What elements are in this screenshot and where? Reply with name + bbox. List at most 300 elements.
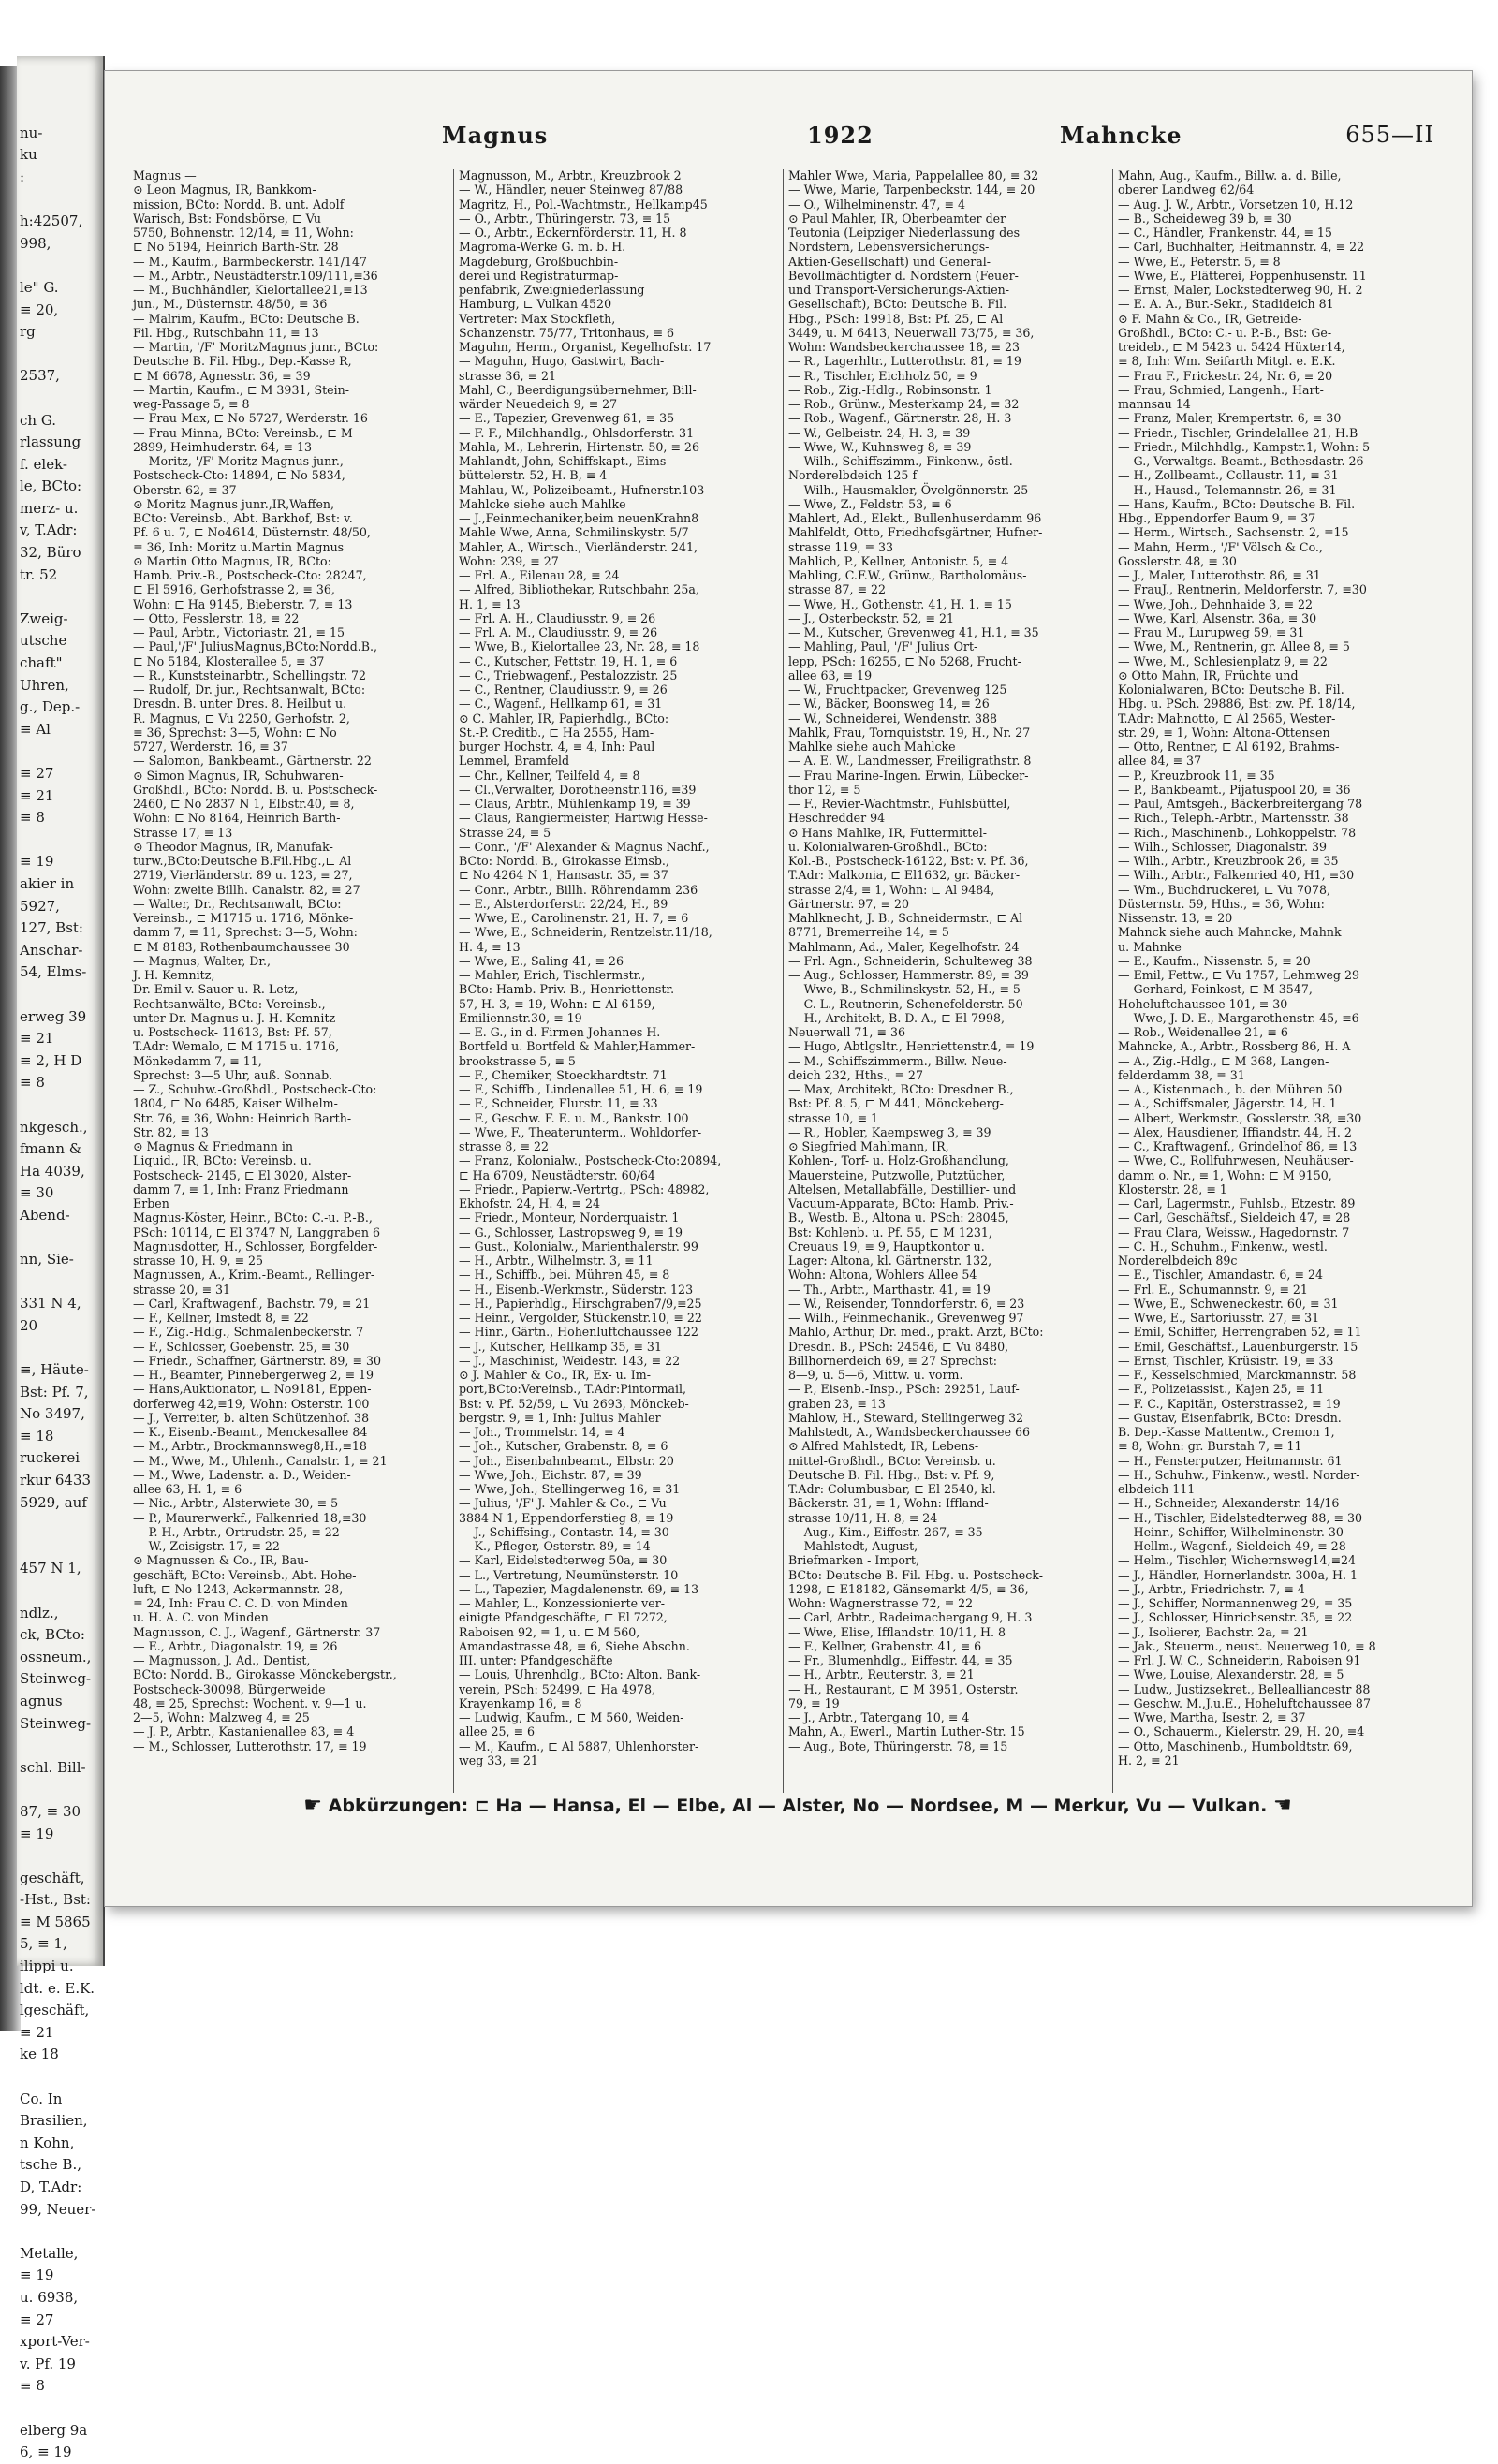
directory-entry-line: — Carl, Lagermstr., Fuhlsb., Etzestr. 89 bbox=[1118, 1196, 1356, 1210]
previous-page-line: rlassung bbox=[20, 433, 81, 451]
directory-entry-line: damm 7, ≡ 1, Inh: Franz Friedmann bbox=[133, 1181, 349, 1196]
directory-entry-line: — Ernst, Maler, Lockstedterweg 90, H. 2 bbox=[1118, 283, 1363, 297]
directory-entry-line: dorferweg 42,≡19, Wohn: Osterstr. 100 bbox=[133, 1396, 370, 1411]
directory-entry-line: — Fr., Blumenhdlg., Eiffestr. 44, ≡ 35 bbox=[788, 1653, 1013, 1667]
previous-page-line: f. elek- bbox=[20, 455, 67, 473]
directory-entry-line: Krayenkamp 16, ≡ 8 bbox=[459, 1695, 582, 1710]
directory-entry-line: Postscheck-Cto: 14894, ⊏ No 5834, bbox=[133, 468, 345, 483]
directory-entry-line: — J., Arbtr., Tatergang 10, ≡ 4 bbox=[788, 1710, 970, 1724]
directory-entry-line: — Aug. J. W., Arbtr., Vorsetzen 10, H.12 bbox=[1118, 197, 1354, 212]
previous-page-line: nn, Sie- bbox=[20, 1251, 74, 1269]
previous-page-line: ≡ 18 bbox=[20, 1427, 54, 1445]
directory-entry-line: Wohn: 239, ≡ 27 bbox=[459, 553, 559, 568]
previous-page-line: 54, Elms- bbox=[20, 963, 87, 981]
previous-page-line: Steinweg- bbox=[20, 1714, 92, 1732]
directory-entry-line: u. Postscheck- 11613, Bst: Pf. 57, bbox=[133, 1025, 332, 1039]
directory-entry-line: — Wwe, C., Rollfuhrwesen, Neuhäuser- bbox=[1118, 1153, 1354, 1168]
directory-entry-line: Mahle Wwe, Anna, Schmilinskystr. 5/7 bbox=[459, 525, 689, 540]
directory-entry-line: und Transport-Versicherungs-Aktien- bbox=[788, 283, 1010, 297]
directory-entry-line: strasse 10, ≡ 1 bbox=[788, 1110, 879, 1125]
previous-page-line bbox=[17, 1514, 103, 1536]
column-divider bbox=[453, 169, 454, 1793]
directory-entry-line: Magnussen, A., Krim.-Beamt., Rellinger- bbox=[133, 1268, 375, 1283]
directory-entry-line: ≡ 36, Sprechst: 3—5, Wohn: ⊏ No bbox=[133, 725, 337, 740]
previous-page-line: le, BCto: bbox=[20, 477, 82, 495]
directory-entry-line: — Wilh., Schlosser, Diagonalstr. 39 bbox=[1118, 839, 1328, 854]
directory-entry-line: — E., Arbtr., Diagonalstr. 19, ≡ 26 bbox=[133, 1638, 338, 1653]
previous-page-line: chaft" bbox=[20, 654, 63, 672]
previous-page-line: 127, Bst: bbox=[20, 919, 83, 937]
previous-page-line: ≡ 27 bbox=[20, 2310, 54, 2328]
directory-entry-line: Emiliennstr.30, ≡ 19 bbox=[459, 1010, 582, 1025]
directory-entry-line: — Wwe, Joh., Stellingerweg 16, ≡ 31 bbox=[459, 1482, 681, 1496]
directory-entry-line: — H., Architekt, B. D. A., ⊏ El 7998, bbox=[788, 1010, 1006, 1025]
directory-entry-line: — Wwe, Martha, Isestr. 2, ≡ 37 bbox=[1118, 1710, 1306, 1724]
directory-entry-line: — W., Reisender, Tonndorferstr. 6, ≡ 23 bbox=[788, 1296, 1025, 1311]
directory-entry-line: luft, ⊏ No 1243, Ackermannstr. 28, bbox=[133, 1581, 344, 1596]
directory-entry-line: graben 23, ≡ 13 bbox=[788, 1396, 886, 1411]
previous-page-line: ≡ 21 bbox=[20, 786, 54, 804]
previous-page-line bbox=[17, 1226, 103, 1249]
directory-entry-line: Mahncke, A., Arbtr., Rossberg 86, H. A bbox=[1118, 1039, 1351, 1054]
directory-entry-line: — Frau Minna, BCto: Vereinsb., ⊏ M bbox=[133, 425, 353, 440]
directory-column-3 bbox=[788, 169, 1102, 1793]
directory-entry-line: — P. H., Arbtr., Ortrudstr. 25, ≡ 22 bbox=[133, 1524, 340, 1539]
directory-entry-line: Maguhn, Herm., Organist, Kegelhofstr. 17 bbox=[459, 340, 712, 354]
directory-entry-line: strasse 87, ≡ 22 bbox=[788, 582, 887, 597]
directory-entry-line: Mahl, C., Beerdigungsübernehmer, Bill- bbox=[459, 382, 697, 397]
directory-entry-line: ⊏ Ha 6709, Neustädterstr. 60/64 bbox=[459, 1167, 655, 1182]
directory-entry-line: PSch: 10114, ⊏ El 3747 N, Langgraben 6 bbox=[133, 1225, 381, 1239]
directory-entry-line: ⊙ Simon Magnus, IR, Schuhwaren- bbox=[133, 768, 344, 783]
directory-entry-line: — C., Rentner, Claudiusstr. 9, ≡ 26 bbox=[459, 682, 668, 697]
directory-entry-line: — Nic., Arbtr., Alsterwiete 30, ≡ 5 bbox=[133, 1496, 339, 1511]
previous-page-line: ≡ 21 bbox=[20, 2023, 54, 2041]
directory-entry-line: allee 63, ≡ 19 bbox=[788, 667, 873, 682]
previous-page-line: ≡ 8 bbox=[20, 809, 45, 827]
directory-entry-line: u. Kolonialwaren-Großhdl., BCto: bbox=[788, 839, 988, 854]
directory-entry-line: 3449, u. M 6413, Neuerwall 73/75, ≡ 36, bbox=[788, 325, 1035, 340]
directory-entry-line: Mahling, C.F.W., Grünw., Bartholomäus- bbox=[788, 568, 1027, 582]
directory-entry-line: — Gust., Kolonialw., Marienthalerstr. 99 bbox=[459, 1239, 698, 1254]
directory-entry-line: — Frl. A. M., Claudiusstr. 9, ≡ 26 bbox=[459, 625, 658, 639]
directory-entry-line: elbdeich 111 bbox=[1118, 1482, 1196, 1496]
directory-entry-line: — Otto, Fesslerstr. 18, ≡ 22 bbox=[133, 610, 300, 625]
directory-entry-line: jun., M., Düsternstr. 48/50, ≡ 36 bbox=[133, 297, 328, 312]
directory-entry-line: ⊙ C. Mahler, IR, Papierhdlg., BCto: bbox=[459, 711, 669, 726]
directory-entry-line: — F., Revier-Wachtmstr., Fuhlsbüttel, bbox=[788, 797, 1011, 811]
directory-entry-line: 8—9, u. 5—6, Mittw. u. vorm. bbox=[788, 1368, 963, 1382]
directory-entry-line: Klosterstr. 28, ≡ 1 bbox=[1118, 1181, 1227, 1196]
directory-entry-line: — Moritz, '/F' Moritz Magnus junr., bbox=[133, 454, 344, 468]
directory-entry-line: — H., Schiffb., bei. Mühren 45, ≡ 8 bbox=[459, 1268, 670, 1283]
previous-page-line bbox=[17, 586, 103, 609]
previous-page-line: Zweig- bbox=[20, 609, 68, 627]
directory-entry-line: T.Adr: Mahnotto, ⊏ Al 2565, Wester- bbox=[1118, 711, 1336, 726]
directory-entry-line: strasse 119, ≡ 33 bbox=[788, 539, 894, 554]
directory-entry-line: — E., Alsterdorferstr. 22/24, H., 89 bbox=[459, 896, 668, 911]
directory-entry-line: 2460, ⊏ No 2837 N 1, Elbstr.40, ≡ 8, bbox=[133, 797, 355, 811]
directory-entry-line: — Jak., Steuerm., neust. Neuerweg 10, ≡ 8 bbox=[1118, 1638, 1376, 1653]
directory-entry-line: — Wwe, Karl, Alsenstr. 36a, ≡ 30 bbox=[1118, 610, 1317, 625]
directory-entry-line: — Otto, Rentner, ⊏ Al 6192, Brahms- bbox=[1118, 740, 1340, 754]
directory-entry-line: Schanzenstr. 75/77, Tritonhaus, ≡ 6 bbox=[459, 325, 675, 340]
previous-page-sliver bbox=[17, 56, 105, 2461]
directory-entry-line: — Karl, Eidelstedterweg 50a, ≡ 30 bbox=[459, 1553, 668, 1568]
directory-entry-line: — G., Verwaltgs.-Beamt., Bethesdastr. 26 bbox=[1118, 454, 1364, 468]
previous-page-line: ossneum., bbox=[20, 1648, 92, 1665]
directory-entry-line: — Aug., Schlosser, Hammerstr. 89, ≡ 39 bbox=[788, 968, 1029, 982]
previous-page-line: ldt. e. E.K. bbox=[20, 1979, 95, 1997]
directory-entry-line: 2899, Heimhuderstr. 64, ≡ 13 bbox=[133, 439, 312, 454]
directory-entry-line: BCto: Vereinsb., Abt. Barkhof, Bst: v. bbox=[133, 511, 353, 525]
directory-entry-line: Magnus-Köster, Heinr., BCto: C.-u. P.-B., bbox=[133, 1210, 373, 1225]
directory-entry-line: — J., Schiffsing., Contastr. 14, ≡ 30 bbox=[459, 1524, 669, 1539]
directory-entry-line: — Paul, Amtsgeh., Bäckerbreitergang 78 bbox=[1118, 797, 1363, 811]
directory-entry-line: Deutsche B. Fil. Hbg., Dep.-Kasse R, bbox=[133, 354, 352, 369]
directory-entry-line: — B., Scheideweg 39 b, ≡ 30 bbox=[1118, 211, 1292, 226]
previous-page-line bbox=[17, 2066, 103, 2089]
directory-entry-line: 1298, ⊏ E18182, Gänsemarkt 4/5, ≡ 36, bbox=[788, 1581, 1029, 1596]
directory-entry-line: — Wwe, E., Sartoriusstr. 27, ≡ 31 bbox=[1118, 1311, 1320, 1325]
directory-entry-line: ⊙ Siegfried Mahlmann, IR, bbox=[788, 1139, 949, 1153]
directory-entry-line: — Max, Architekt, BCto: Dresdner B., bbox=[788, 1082, 1014, 1096]
directory-entry-line: — Ludw., Justizsekret., Bellealliancestr 88 bbox=[1118, 1681, 1371, 1696]
directory-entry-line: — E., Kaufm., Nissenstr. 5, ≡ 20 bbox=[1118, 953, 1311, 968]
previous-page-line: u. 6938, bbox=[20, 2288, 79, 2306]
directory-entry-line: Deutsche B. Fil. Hbg., Bst: v. Pf. 9, bbox=[788, 1467, 995, 1482]
directory-entry-line: Magnusson, C. J., Wagenf., Gärtnerstr. 37 bbox=[133, 1624, 381, 1639]
directory-entry-line: — Louis, Uhrenhdlg., BCto: Alton. Bank- bbox=[459, 1667, 701, 1682]
directory-entry-line: strasse 36, ≡ 21 bbox=[459, 368, 557, 383]
directory-entry-line: — F. F., Milchhandlg., Ohlsdorferstr. 31 bbox=[459, 425, 695, 440]
directory-entry-line: — F., Schneider, Flurstr. 11, ≡ 33 bbox=[459, 1096, 658, 1111]
directory-entry-line: — K., Pfleger, Osterstr. 89, ≡ 14 bbox=[459, 1539, 651, 1553]
previous-page-line: 457 N 1, bbox=[20, 1560, 81, 1577]
directory-entry-line: — Ludwig, Kaufm., ⊏ M 560, Weiden- bbox=[459, 1710, 684, 1724]
previous-page-line: rkur 6433 bbox=[20, 1472, 92, 1489]
directory-entry-line: — Alfred, Bibliothekar, Rutschbahn 25a, bbox=[459, 582, 699, 597]
previous-page-line: D, T.Adr: bbox=[20, 2178, 82, 2195]
directory-entry-line: — Wwe, E., Schneiderin, Rentzelstr.11/18, bbox=[459, 925, 712, 940]
previous-page-line: Ha 4039, bbox=[20, 1162, 85, 1180]
directory-entry-line: T.Adr: Columbusbar, ⊏ El 2540, kl. bbox=[788, 1482, 996, 1496]
directory-entry-line: Mahn, Aug., Kaufm., Billw. a. d. Bille, bbox=[1118, 169, 1342, 183]
directory-entry-line: Dresdn. B. unter Dres. 8. Heilbut u. bbox=[133, 697, 347, 711]
directory-entry-line: — O., Arbtr., Thüringerstr. 73, ≡ 15 bbox=[459, 211, 671, 226]
directory-entry-line: — J., Händler, Hornerlandstr. 300a, H. 1 bbox=[1118, 1567, 1358, 1582]
previous-page-line: Steinweg- bbox=[20, 1670, 92, 1688]
previous-page-line: ≡ 20, bbox=[20, 301, 59, 318]
directory-entry-line: derei und Registraturmap- bbox=[459, 268, 619, 283]
directory-entry-line: — J., Kutscher, Hellkamp 35, ≡ 31 bbox=[459, 1339, 662, 1354]
previous-page-line: ≡ M 5865 bbox=[20, 1913, 91, 1930]
directory-entry-line: — Rudolf, Dr. jur., Rechtsanwalt, BCto: bbox=[133, 682, 366, 697]
directory-entry-line: — Carl, Geschäftsf., Sieldeich 47, ≡ 28 bbox=[1118, 1210, 1351, 1225]
directory-entry-line: — Cl.,Verwalter, Dorotheenstr.116, ≡39 bbox=[459, 782, 697, 797]
previous-page-line: ku bbox=[20, 146, 37, 164]
directory-entry-line: — F., Polizeiassist., Kajen 25, ≡ 11 bbox=[1118, 1382, 1325, 1397]
directory-entry-line: — E. A. A., Bur.-Sekr., Stadideich 81 bbox=[1118, 297, 1334, 312]
directory-entry-line: — C. L., Reutnerin, Schenefelderstr. 50 bbox=[788, 996, 1023, 1011]
directory-entry-line: ≡ 36, Inh: Moritz u.Martin Magnus bbox=[133, 539, 345, 554]
directory-entry-line: unter Dr. Magnus u. J. H. Kemnitz bbox=[133, 1010, 336, 1025]
directory-entry-line: ⊙ F. Mahn & Co., IR, Getreide- bbox=[1118, 311, 1302, 326]
directory-entry-line: — Rob., Zig.-Hdlg., Robinsonstr. 1 bbox=[788, 382, 992, 397]
directory-entry-line: — H., Papierhdlg., Hirschgraben7/9,≡25 bbox=[459, 1296, 702, 1311]
directory-entry-line: — F., Kellner, Imstedt 8, ≡ 22 bbox=[133, 1311, 309, 1325]
directory-entry-line: strasse 20, ≡ 31 bbox=[133, 1282, 231, 1297]
directory-entry-line: — H., Fensterputzer, Heitmannstr. 61 bbox=[1118, 1453, 1343, 1468]
directory-entry-line: mittel-Großhdl., BCto: Vereinsb. u. bbox=[788, 1453, 996, 1468]
directory-entry-line: Mahnck siehe auch Mahncke, Mahnk bbox=[1118, 925, 1342, 940]
directory-entry-line: BCto: Hamb. Priv.-B., Henriettenstr. bbox=[459, 982, 675, 997]
directory-entry-line: BCto: Deutsche B. Fil. Hbg. u. Postscheck- bbox=[788, 1567, 1043, 1582]
previous-page-line: lgeschäft, bbox=[20, 2002, 90, 2019]
directory-entry-line: — Conr., '/F' Alexander & Magnus Nachf., bbox=[459, 839, 710, 854]
directory-entry-line: ⊙ Magnussen & Co., IR, Bau- bbox=[133, 1553, 309, 1568]
directory-entry-line: — M., Schiffszimmerm., Billw. Neue- bbox=[788, 1053, 1007, 1068]
directory-entry-line: — Wwe, E., Peterstr. 5, ≡ 8 bbox=[1118, 254, 1281, 269]
directory-entry-line: Ekhofstr. 24, H. 4, ≡ 24 bbox=[459, 1196, 600, 1210]
directory-entry-line: wärder Neuedeich 9, ≡ 27 bbox=[459, 397, 618, 411]
previous-page-line bbox=[17, 2221, 103, 2243]
directory-entry-line: — W., Schneiderei, Wendenstr. 388 bbox=[788, 711, 998, 726]
directory-entry-line: Bst: Kohlenb. u. Pf. 55, ⊏ M 1231, bbox=[788, 1225, 992, 1239]
directory-entry-line: Nissenstr. 13, ≡ 20 bbox=[1118, 911, 1233, 925]
directory-entry-line: — Joh., Kutscher, Grabenstr. 8, ≡ 6 bbox=[459, 1439, 668, 1454]
directory-entry-line: — E., Tischler, Amandastr. 6, ≡ 24 bbox=[1118, 1268, 1323, 1283]
directory-entry-line: — FrauJ., Rentnerin, Meldorferstr. 7, ≡30 bbox=[1118, 582, 1367, 597]
previous-page-line: erweg 39 bbox=[20, 1007, 87, 1025]
header-last-entry: Mahncke bbox=[1060, 122, 1182, 149]
directory-entry-line: — E. G., in d. Firmen Johannes H. bbox=[459, 1025, 661, 1039]
directory-entry-line: — Mahler, L., Konzessionierte ver- bbox=[459, 1596, 665, 1610]
directory-entry-line: felderdamm 38, ≡ 31 bbox=[1118, 1067, 1245, 1082]
directory-entry-line: damm o. Nr., ≡ 1, Wohn: ⊏ M 9150, bbox=[1118, 1167, 1332, 1182]
directory-entry-line: — Wwe, Marie, Tarpenbeckstr. 144, ≡ 20 bbox=[788, 183, 1035, 198]
directory-entry-line: ≡ 8, Inh: Wm. Seifarth Mitgl. e. E.K. bbox=[1118, 354, 1336, 369]
directory-entry-line: B. Dep.-Kasse Mattentw., Cremon 1, bbox=[1118, 1425, 1335, 1439]
previous-page-line bbox=[17, 100, 103, 123]
previous-page-line: 87, ≡ 30 bbox=[20, 1802, 81, 1820]
directory-entry-line: B., Westb. B., Altona u. PSch: 28045, bbox=[788, 1210, 1009, 1225]
directory-entry-line: 3884 N 1, Eppendorferstieg 8, ≡ 19 bbox=[459, 1510, 674, 1525]
directory-entry-line: — C., Händler, Frankenstr. 44, ≡ 15 bbox=[1118, 226, 1332, 240]
directory-entry-line: — H., Hausd., Telemannstr. 26, ≡ 31 bbox=[1118, 482, 1337, 497]
previous-page-line: tr. 52 bbox=[20, 565, 58, 583]
directory-entry-line: — Magnusson, J. Ad., Dentist, bbox=[133, 1653, 311, 1667]
directory-entry-line: — Rich., Maschinenb., Lohkoppelstr. 78 bbox=[1118, 825, 1357, 840]
directory-entry-line: — F., Chemiker, Stoeckhardtstr. 71 bbox=[459, 1067, 668, 1082]
directory-entry-line: Großhdl., BCto: C.- u. P.-B., Bst: Ge- bbox=[1118, 325, 1332, 340]
previous-page-line: -Hst., Bst: bbox=[20, 1891, 91, 1909]
directory-entry-line: — Wwe, Joh., Eichstr. 87, ≡ 39 bbox=[459, 1467, 642, 1482]
directory-entry-line: Mönkedamm 7, ≡ 11, bbox=[133, 1053, 262, 1068]
directory-entry-line: — A., Kistenmach., b. den Mühren 50 bbox=[1118, 1082, 1343, 1096]
directory-entry-line: penfabrik, Zweigniederlassung bbox=[459, 283, 645, 297]
directory-entry-line: Magnusson, M., Arbtr., Kreuzbrook 2 bbox=[459, 169, 682, 183]
directory-entry-line: — Wwe, E., Carolinenstr. 21, H. 7, ≡ 6 bbox=[459, 911, 689, 925]
directory-entry-line: einigte Pfandgeschäfte, ⊏ El 7272, bbox=[459, 1610, 668, 1625]
directory-entry-line: — O., Schauerm., Kielerstr. 29, H. 20, ≡4 bbox=[1118, 1724, 1365, 1739]
directory-entry-line: — Malrim, Kaufm., BCto: Deutsche B. bbox=[133, 311, 360, 326]
directory-entry-line: Magdeburg, Großbuchbin- bbox=[459, 254, 619, 269]
directory-entry-line: — W., Zeisigstr. 17, ≡ 22 bbox=[133, 1539, 280, 1553]
directory-entry-line: — Emil, Fettw., ⊏ Vu 1757, Lehmweg 29 bbox=[1118, 968, 1360, 982]
directory-entry-line: — Friedr., Schaffner, Gärtnerstr. 89, ≡ 30 bbox=[133, 1353, 382, 1368]
directory-entry-line: — Rob., Wagenf., Gärtnerstr. 28, H. 3 bbox=[788, 411, 1012, 426]
directory-entry-line: Wohn: ⊏ No 8164, Heinrich Barth- bbox=[133, 811, 341, 826]
directory-entry-line: — H., Eisenb.-Werkmstr., Süderstr. 123 bbox=[459, 1282, 694, 1297]
directory-entry-line: — Claus, Rangiermeister, Hartwig Hesse- bbox=[459, 811, 708, 826]
directory-entry-line: Postscheck-30098, Bürgerweide bbox=[133, 1681, 326, 1696]
directory-entry-line: — W., Bäcker, Boonsweg 14, ≡ 26 bbox=[788, 697, 990, 711]
directory-entry-line: — J., Maschinist, Weidestr. 143, ≡ 22 bbox=[459, 1353, 681, 1368]
directory-entry-line: — R., Tischler, Eichholz 50, ≡ 9 bbox=[788, 368, 977, 383]
directory-entry-line: — Wwe, F., Theaterunterm., Wohldorfer- bbox=[459, 1124, 702, 1139]
directory-entry-line: — J., Osterbeckstr. 52, ≡ 21 bbox=[788, 610, 954, 625]
directory-entry-line: Norderelbdeich 89c bbox=[1118, 1254, 1238, 1268]
pointing-hand-icon: ☚ bbox=[1272, 1794, 1292, 1817]
directory-entry-line: Dr. Emil v. Sauer u. R. Letz, bbox=[133, 982, 299, 997]
header-page-number: 655—II bbox=[1345, 122, 1434, 148]
directory-entry-line: burger Hochstr. 4, ≡ 4, Inh: Paul bbox=[459, 740, 655, 754]
directory-entry-line: 8771, Bremerreihe 14, ≡ 5 bbox=[788, 925, 949, 940]
directory-entry-line: Wohn: Wagnerstrasse 72, ≡ 22 bbox=[788, 1596, 974, 1610]
directory-entry-line: — Hans, Kaufm., BCto: Deutsche B. Fil. bbox=[1118, 496, 1356, 511]
directory-entry-line: — W., Gelbeistr. 24, H. 3, ≡ 39 bbox=[788, 425, 971, 440]
directory-entry-line: — Frau Max, ⊏ No 5727, Werderstr. 16 bbox=[133, 411, 368, 426]
directory-column-4 bbox=[1118, 169, 1432, 1793]
previous-page-line bbox=[17, 1779, 103, 1801]
directory-entry-line: — F., Kesselschmied, Marckmannstr. 58 bbox=[1118, 1368, 1357, 1382]
previous-page-line bbox=[17, 2398, 103, 2420]
directory-entry-line: T.Adr: Malkonia, ⊏ El1632, gr. Bäcker- bbox=[788, 868, 1021, 883]
directory-entry-line: damm 7, ≡ 11, Sprechst: 3—5, Wohn: bbox=[133, 925, 358, 940]
directory-entry-line: — H., Schuhw., Finkenw., westl. Norder- bbox=[1118, 1467, 1360, 1482]
directory-entry-line: Mahler, A., Wirtsch., Vierländerstr. 241, bbox=[459, 539, 698, 554]
directory-entry-line: Hamburg, ⊏ Vulkan 4520 bbox=[459, 297, 612, 312]
directory-entry-line: strasse 10, H. 9, ≡ 25 bbox=[133, 1254, 264, 1268]
directory-entry-line: Fil. Hbg., Rutschbahn 11, ≡ 13 bbox=[133, 325, 319, 340]
directory-entry-line: Briefmarken - Import, bbox=[788, 1553, 919, 1568]
directory-entry-line: T.Adr: Wemalo, ⊏ M 1715 u. 1716, bbox=[133, 1039, 340, 1054]
directory-entry-line: — Wwe, E., Schweneckestr. 60, ≡ 31 bbox=[1118, 1296, 1339, 1311]
previous-page-line: v. Pf. 19 bbox=[20, 2354, 76, 2372]
directory-entry-line: Raboisen 92, ≡ 1, u. ⊏ M 560, bbox=[459, 1624, 640, 1639]
directory-entry-line: — Frau Marine-Ingen. Erwin, Lübecker- bbox=[788, 768, 1029, 783]
directory-entry-line: Neuerwall 71, ≡ 36 bbox=[788, 1025, 906, 1039]
previous-page-line: rg bbox=[20, 323, 36, 341]
directory-entry-line: Mahlert, Ad., Elekt., Bullenhuserdamm 96 bbox=[788, 511, 1042, 525]
directory-entry-line: — Wilh., Feinmechanik., Grevenweg 97 bbox=[788, 1311, 1024, 1325]
previous-page-line: geschäft, bbox=[20, 1869, 85, 1886]
directory-entry-line: Magnusdotter, H., Schlosser, Borgfelder- bbox=[133, 1239, 378, 1254]
directory-entry-line: strasse 8, ≡ 22 bbox=[459, 1139, 550, 1153]
previous-page-line: ≡ 21 bbox=[20, 1030, 54, 1048]
previous-page-line: utsche bbox=[20, 632, 67, 650]
previous-page-line bbox=[17, 388, 103, 410]
previous-page-line: le" G. bbox=[20, 278, 59, 296]
directory-entry-line: Creuaus 19, ≡ 9, Hauptkontor u. bbox=[788, 1239, 985, 1254]
previous-page-line: elberg 9a bbox=[20, 2421, 88, 2439]
directory-entry-line: — M., Schlosser, Lutterothstr. 17, ≡ 19 bbox=[133, 1738, 367, 1753]
directory-entry-line: — Frl. Agn., Schneiderin, Schulteweg 38 bbox=[788, 953, 1033, 968]
directory-entry-line: — Wwe, J. D. E., Margarethenstr. 45, ≡6 bbox=[1118, 1010, 1359, 1025]
directory-entry-line: thor 12, ≡ 5 bbox=[788, 782, 861, 797]
directory-entry-line: III. unter: Pfandgeschäfte bbox=[459, 1653, 613, 1667]
directory-entry-line: — Otto, Maschinenb., Humboldtstr. 69, bbox=[1118, 1738, 1353, 1753]
column-divider bbox=[783, 169, 784, 1793]
directory-entry-line: Lager: Altona, kl. Gärtnerstr. 132, bbox=[788, 1254, 992, 1268]
directory-entry-line: ⊏ No 4264 N 1, Hansastr. 35, ≡ 37 bbox=[459, 868, 668, 883]
column-divider bbox=[1112, 169, 1113, 1793]
previous-page-line: ck, BCto: bbox=[20, 1626, 85, 1644]
previous-page-line: 5929, auf bbox=[20, 1493, 87, 1511]
directory-entry-line: — C., Kraftwagenf., Grindelhof 86, ≡ 13 bbox=[1118, 1139, 1358, 1153]
directory-entry-line: — Mahling, Paul, '/F' Julius Ort- bbox=[788, 639, 978, 654]
previous-page-line: Brasilien, bbox=[20, 2112, 88, 2130]
directory-entry-line: Teutonia (Leipziger Niederlassung des bbox=[788, 226, 1021, 240]
previous-page-line: fmann & bbox=[20, 1140, 82, 1158]
directory-entry-line: Wohn: ⊏ Ha 9145, Bieberstr. 7, ≡ 13 bbox=[133, 596, 353, 611]
previous-page-line bbox=[17, 1845, 103, 1868]
directory-entry-line: verein, PSch: 52499, ⊏ Ha 4978, bbox=[459, 1681, 655, 1696]
directory-entry-line: Wohn: zweite Billh. Canalstr. 82, ≡ 27 bbox=[133, 882, 360, 897]
directory-entry-line: Kolonialwaren, BCto: Deutsche B. Fil. bbox=[1118, 682, 1344, 697]
directory-entry-line: — Julius, '/F' J. Mahler & Co., ⊏ Vu bbox=[459, 1496, 667, 1511]
previous-page-line: 2537, bbox=[20, 367, 60, 385]
directory-entry-line: — Frau M., Lurupweg 59, ≡ 31 bbox=[1118, 625, 1305, 639]
directory-entry-line: Altelsen, Metallabfälle, Destillier- und bbox=[788, 1181, 1017, 1196]
directory-entry-line: — F., Zig.-Hdlg., Schmalenbeckerstr. 7 bbox=[133, 1325, 364, 1340]
directory-entry-line: — F., Kellner, Grabenstr. 41, ≡ 6 bbox=[788, 1638, 982, 1653]
previous-page-line: 32, Büro bbox=[20, 544, 81, 562]
directory-entry-line: Gärtnerstr. 97, ≡ 20 bbox=[788, 896, 910, 911]
directory-entry-line: J. H. Kemnitz, bbox=[133, 968, 215, 982]
directory-entry-line: — C. H., Schuhm., Finkenw., westl. bbox=[1118, 1239, 1328, 1254]
previous-page-line bbox=[17, 1337, 103, 1359]
directory-entry-line: Großhdl., BCto: Nordd. B. u. Postscheck- bbox=[133, 782, 378, 797]
directory-entry-line: — Gerhard, Feinkost, ⊏ M 3547, bbox=[1118, 982, 1313, 997]
directory-entry-line: BCto: Nordd. B., Girokasse Mönckebergstr., bbox=[133, 1667, 397, 1682]
directory-entry-line: — H., Zollbeamt., Collaustr. 11, ≡ 31 bbox=[1118, 468, 1339, 483]
previous-page-line: ≡ 2, H D bbox=[20, 1051, 82, 1069]
directory-entry-line: ≡ 24, Inh: Frau C. C. D. von Minden bbox=[133, 1596, 348, 1610]
directory-entry-line: port,BCto:Vereinsb., T.Adr:Pintormail, bbox=[459, 1382, 687, 1397]
directory-entry-line: Mahlstedt, A., Wandsbeckerchaussee 66 bbox=[788, 1425, 1031, 1439]
directory-entry-line: — Th., Arbtr., Marthastr. 41, ≡ 19 bbox=[788, 1282, 991, 1297]
directory-entry-line: 79, ≡ 19 bbox=[788, 1695, 840, 1710]
previous-page-line bbox=[17, 255, 103, 277]
directory-entry-line: — Joh., Eisenbahnbeamt., Elbstr. 20 bbox=[459, 1453, 674, 1468]
previous-page-line bbox=[17, 56, 103, 79]
directory-entry-line: BCto: Nordd. B., Girokasse Eimsb., bbox=[459, 854, 669, 868]
previous-page-line bbox=[17, 829, 103, 852]
directory-entry-line: — M., Arbtr., Brockmannsweg8,H.,≡18 bbox=[133, 1439, 367, 1454]
directory-entry-line: — Frau F., Frickestr. 24, Nr. 6, ≡ 20 bbox=[1118, 368, 1333, 383]
directory-entry-line: — Wilh., Hausmakler, Övelgönnerstr. 25 bbox=[788, 482, 1029, 497]
previous-page-line: ilippi u. bbox=[20, 1958, 74, 1975]
directory-entry-line: — J., Verreiter, b. alten Schützenhof. 38 bbox=[133, 1410, 370, 1425]
directory-entry-line: — Walter, Dr., Rechtsanwalt, BCto: bbox=[133, 896, 342, 911]
directory-entry-line: — J.,Feinmechaniker,beim neuenKrahn8 bbox=[459, 511, 699, 525]
directory-entry-line: — L., Vertretung, Neumünsterstr. 10 bbox=[459, 1567, 679, 1582]
directory-entry-line: St.-P. Creditb., ⊏ Ha 2555, Ham- bbox=[459, 725, 654, 740]
directory-entry-line: mannsau 14 bbox=[1118, 397, 1191, 411]
directory-entry-line: — Friedr., Papierw.-Vertrtg., PSch: 48982, bbox=[459, 1181, 710, 1196]
